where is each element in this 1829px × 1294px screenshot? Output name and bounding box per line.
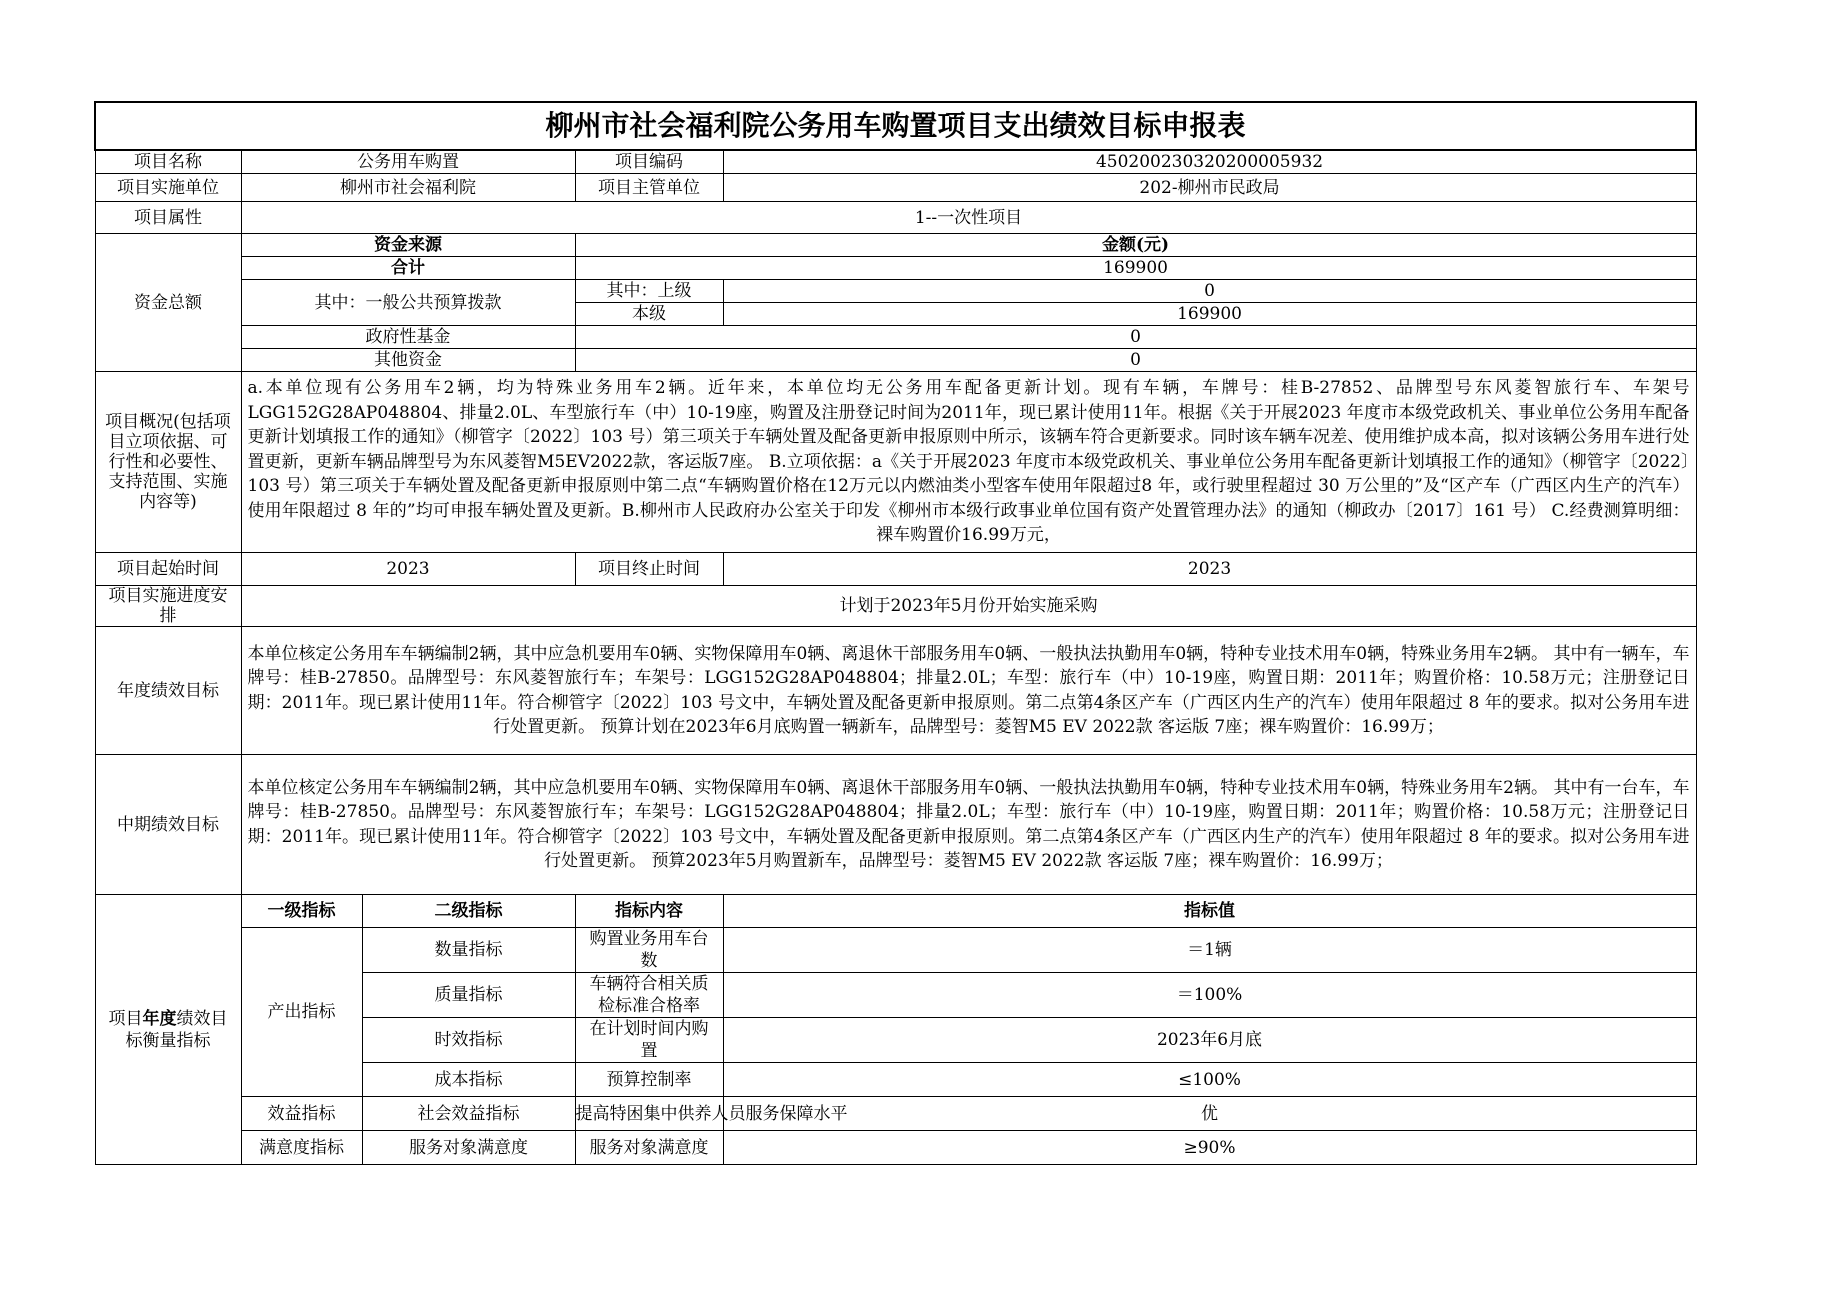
local-level-value: 169900	[723, 303, 1696, 326]
satisfaction-indicator-label: 满意度指标	[241, 1131, 362, 1165]
indicator-section-label	[95, 895, 241, 1165]
indicator-level2: 社会效益指标	[362, 1097, 575, 1131]
title-row	[95, 102, 1696, 150]
end-time-value: 2023	[723, 553, 1696, 586]
indicator-level2: 服务对象满意度	[362, 1131, 575, 1165]
overview-text: a.本单位现有公务用车2辆，均为特殊业务用车2辆。近年来，本单位均无公务用车配备更新计划。现有车辆，车牌号：桂B-27852、品牌型号东风菱智旅行车、车架号LGG152G28AP048804、排量2.0L、车型旅行车（中）10-19座，购置及注册登记时间为2011年，现已累计使用11年。根据《关于开展2023 年度市本级党政机关、事业单位公务用车配备更新计划填报工作的通知》（柳管字〔2022〕103 号）第三项关于车辆处置及配备更新申报原则中所示，该辆车符合更新要求。同时该车辆车况差、使用维护成本高，拟对该辆公务用车进行处置更新，更新车辆品牌型号为东风菱智M5EV2022款，客运版7座。 B.立项依据：a《关于开展2023 年度市本级党政机关、事业单位公务用车配备更新计划填报工作的通知》（柳管字〔2022〕103 号）第三项关于车辆处置及配备更新申报原则中第二点“车辆购置价格在12万元以内燃油类小型客车使用年限超过8 年，或行驶里程超过 30 万公里的”及“区产车（广西区内生产的汽车）使用年限超过 8 年的”均可申报车辆处置及更新。B.柳州市人民政府办公室关于印发《柳州市本级行政事业单位国有资产处置管理办法》的通知（柳政办〔2017〕161 号） C.经费测算明细：裸车购置价16.99万元，	[241, 372, 1696, 553]
implementing-unit-value: 柳州市社会福利院	[241, 174, 575, 202]
funds-sum-value: 169900	[575, 257, 1696, 280]
indicator-value: 2023年6月底	[723, 1018, 1696, 1063]
mid-goal-row	[95, 755, 1696, 895]
indicator-row	[95, 928, 1696, 973]
other-fund-value: 0	[575, 349, 1696, 372]
project-code-label: 项目编码	[575, 150, 723, 174]
upper-level-value: 0	[723, 280, 1696, 303]
supervising-unit-label: 项目主管单位	[575, 174, 723, 202]
project-name-value: 公务用车购置	[241, 150, 575, 174]
funds-other-row	[95, 349, 1696, 372]
project-attribute-label: 项目属性	[95, 202, 241, 234]
indicator-level2: 时效指标	[362, 1018, 575, 1063]
project-code-value: 450200230320200005932	[723, 150, 1696, 174]
indicator-row	[95, 1097, 1696, 1131]
performance-target-table	[94, 101, 1697, 1165]
indicator-label-bold: 年度	[142, 1008, 177, 1029]
page-title: 柳州市社会福利院公务用车购置项目支出绩效目标申报表	[95, 102, 1696, 150]
funds-upper-row	[95, 280, 1696, 303]
start-time-label: 项目起始时间	[95, 553, 241, 586]
mid-goal-text: 本单位核定公务用车车辆编制2辆，其中应急机要用车0辆、实物保障用车0辆、离退休干部服务用车0辆、一般执法执勤用车0辆，特种专业技术用车0辆，特殊业务用车2辆。 其中有一台车，车牌号：桂B-27850。品牌型号：东风菱智旅行车；车架号：LGG152G28AP048804；排量2.0L；车型：旅行车（中）10-19座，购置日期：2011年；购置价格：10.58万元；注册登记日期：2011年。现已累计使用11年。符合柳管字〔2022〕103 号文中，车辆处置及配备更新申报原则。第二点第4条区产车（广西区内生产的汽车）使用年限超过 8 年的要求。拟对公务用车进行处置更新。 预算2023年5月购置新车，品牌型号：菱智M5 EV 2022款 客运版 7座；裸车购置价：16.99万；	[241, 755, 1696, 895]
supervising-unit-value: 202-柳州市民政局	[723, 174, 1696, 202]
general-budget-label: 其中：一般公共预算拨款	[241, 280, 575, 326]
indicator-label-post: 绩效目标衡量指标	[125, 1008, 228, 1051]
funds-gov-row	[95, 326, 1696, 349]
indicator-value: 优	[723, 1097, 1696, 1131]
indicator-level2: 成本指标	[362, 1063, 575, 1097]
indicator-content: 在计划时间内购置	[575, 1018, 723, 1063]
funds-total-row	[95, 257, 1696, 280]
gov-fund-label: 政府性基金	[241, 326, 575, 349]
start-time-value: 2023	[241, 553, 575, 586]
indicator-row	[95, 1131, 1696, 1165]
project-name-row	[95, 150, 1696, 174]
indicator-content: 车辆符合相关质检标准合格率	[575, 973, 723, 1018]
funds-sum-label: 合计	[241, 257, 575, 280]
indicator-value: ＝1辆	[723, 928, 1696, 973]
funds-source-header: 资金来源	[241, 234, 575, 257]
benefit-indicator-label: 效益指标	[241, 1097, 362, 1131]
annual-goal-label: 年度绩效目标	[95, 627, 241, 755]
implementing-unit-label: 项目实施单位	[95, 174, 241, 202]
funds-header-row	[95, 234, 1696, 257]
funds-amount-header: 金额(元)	[575, 234, 1696, 257]
local-level-label: 本级	[575, 303, 723, 326]
annual-goal-text: 本单位核定公务用车车辆编制2辆，其中应急机要用车0辆、实物保障用车0辆、离退休干部服务用车0辆、一般执法执勤用车0辆，特种专业技术用车0辆，特殊业务用车2辆。 其中有一辆车，车牌号：桂B-27850。品牌型号：东风菱智旅行车；车架号：LGG152G28AP048804；排量2.0L；车型：旅行车（中）10-19座，购置日期：2011年；购置价格：10.58万元；注册登记日期：2011年。现已累计使用11年。符合柳管字〔2022〕103 号文中，车辆处置及配备更新申报原则。第二点第4条区产车（广西区内生产的汽车）使用年限超过 8 年的要求。拟对公务用车进行处置更新。 预算计划在2023年6月底购置一辆新车，品牌型号：菱智M5 EV 2022款 客运版 7座；裸车购置价：16.99万；	[241, 627, 1696, 755]
progress-row	[95, 586, 1696, 627]
mid-goal-label: 中期绩效目标	[95, 755, 241, 895]
overview-label: 项目概况(包括项目立项依据、可行性和必要性、支持范围、实施内容等)	[95, 372, 241, 553]
upper-level-label: 其中：上级	[575, 280, 723, 303]
end-time-label: 项目终止时间	[575, 553, 723, 586]
indicator-content: 预算控制率	[575, 1063, 723, 1097]
annual-goal-row	[95, 627, 1696, 755]
indicator-value: ≥90%	[723, 1131, 1696, 1165]
period-row	[95, 553, 1696, 586]
indicator-level2: 数量指标	[362, 928, 575, 973]
overview-row	[95, 372, 1696, 553]
project-attribute-row	[95, 202, 1696, 234]
project-attribute-value: 1--一次性项目	[241, 202, 1696, 234]
indicator-value: ≤100%	[723, 1063, 1696, 1097]
value-header: 指标值	[723, 895, 1696, 928]
indicator-content: 服务对象满意度	[575, 1131, 723, 1165]
gov-fund-value: 0	[575, 326, 1696, 349]
level1-header: 一级指标	[241, 895, 362, 928]
project-unit-row	[95, 174, 1696, 202]
indicator-content: 提高特困集中供养人员服务保障水平	[575, 1097, 723, 1131]
indicator-label-pre: 项目	[108, 1008, 143, 1029]
other-fund-label: 其他资金	[241, 349, 575, 372]
indicator-level2: 质量指标	[362, 973, 575, 1018]
funds-total-label: 资金总额	[95, 234, 241, 372]
indicator-value: ＝100%	[723, 973, 1696, 1018]
content-header: 指标内容	[575, 895, 723, 928]
progress-label: 项目实施进度安排	[95, 586, 241, 627]
output-indicator-label: 产出指标	[241, 928, 362, 1097]
indicator-content: 购置业务用车台数	[575, 928, 723, 973]
level2-header: 二级指标	[362, 895, 575, 928]
project-name-label: 项目名称	[95, 150, 241, 174]
indicator-header-row	[95, 895, 1696, 928]
progress-value: 计划于2023年5月份开始实施采购	[241, 586, 1696, 627]
